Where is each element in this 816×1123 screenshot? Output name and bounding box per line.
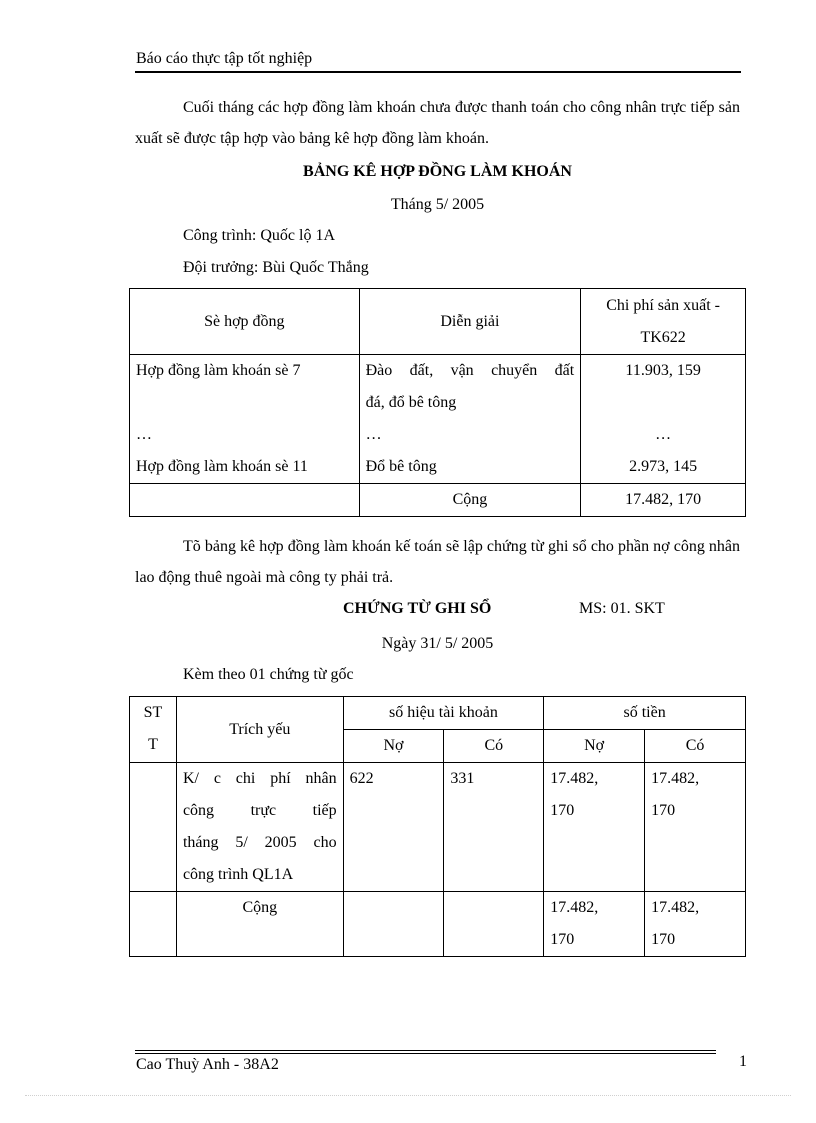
header-account-number: số hiệu tài khoản: [343, 697, 544, 730]
summary-cell: K/ c chi phí nhân công trực tiếp tháng 5/ 2005 cho công trình QL1A: [176, 763, 343, 892]
total-amount: 17.482, 170: [581, 484, 746, 517]
header-debit: Nợ: [343, 730, 444, 763]
footer-divider-second: [135, 1053, 716, 1054]
header-description: Diễn giải: [359, 289, 581, 355]
intro-paragraph: Cuối tháng các hợp đồng làm khoán chưa được thanh toán cho công nhân trực tiếp sản xuất sẽ được tập hợp vào bảng kê hợp đồng làm khoán.: [135, 99, 740, 147]
contract-list-table: [129, 288, 746, 517]
header-stt: ST T: [130, 697, 177, 763]
total-row: Cộng 17.482, 170 17.482, 170: [130, 892, 746, 957]
voucher-title: CHỨNG TỪ GHI SỔ: [343, 600, 492, 617]
project-label: Công trình: Quốc lộ 1A: [183, 227, 335, 244]
voucher-code: MS: 01. SKT: [579, 600, 665, 617]
table-row: K/ c chi phí nhân công trực tiếp tháng 5/ 2005 cho công trình QL1A 622 331 17.482, 170 17.482, 170: [130, 763, 746, 892]
total-row: [130, 484, 746, 517]
header-amount: số tiền: [544, 697, 746, 730]
header-debit-amount: Nợ: [544, 730, 645, 763]
header-summary: Trích yếu: [176, 697, 343, 763]
header-divider: [135, 71, 741, 73]
total-label: Cộng: [359, 484, 581, 517]
header-title: Báo cáo thực tập tốt nghiệp: [136, 50, 313, 67]
team-leader-label: Đội trưởng: Bùi Quốc Thắng: [183, 259, 369, 276]
voucher-table: [129, 696, 746, 957]
transition-paragraph: Tõ bảng kê hợp đồng làm khoán kế toán sẽ lập chứng từ ghi sổ cho phần nợ công nhân lao động thuê ngoài mà công ty phải trả.: [135, 538, 740, 586]
page-edge: [25, 1095, 791, 1096]
table1-title: BẢNG KÊ HỢP ĐỒNG LÀM KHOÁN: [303, 163, 572, 180]
table1-month: Tháng 5/ 2005: [390, 196, 485, 213]
footer-divider: [135, 1050, 716, 1051]
header-credit-amount: Có: [645, 730, 746, 763]
voucher-date: Ngày 31/ 5/ 2005: [381, 635, 494, 652]
table-header-row: [130, 289, 746, 355]
table-row: Hợp đồng làm khoán sè 7 … Hợp đồng làm khoán sè 11 Đào đất, vận chuyển đất đá, đổ bê tông … Đổ bê tông 11.903, 159 … 2.973, 145: [130, 355, 746, 484]
page-number: 1: [739, 1053, 747, 1070]
footer-author: Cao Thuỳ Anh - 38A2: [136, 1056, 279, 1073]
voucher-attached: Kèm theo 01 chứng từ gốc: [183, 666, 354, 683]
total-label: Cộng: [176, 892, 343, 957]
table-header-row: [130, 697, 746, 730]
header-cost: Chi phí sản xuất - TK622: [581, 289, 746, 355]
header-credit: Có: [444, 730, 544, 763]
header-contract: Sè hợp đồng: [130, 289, 360, 355]
